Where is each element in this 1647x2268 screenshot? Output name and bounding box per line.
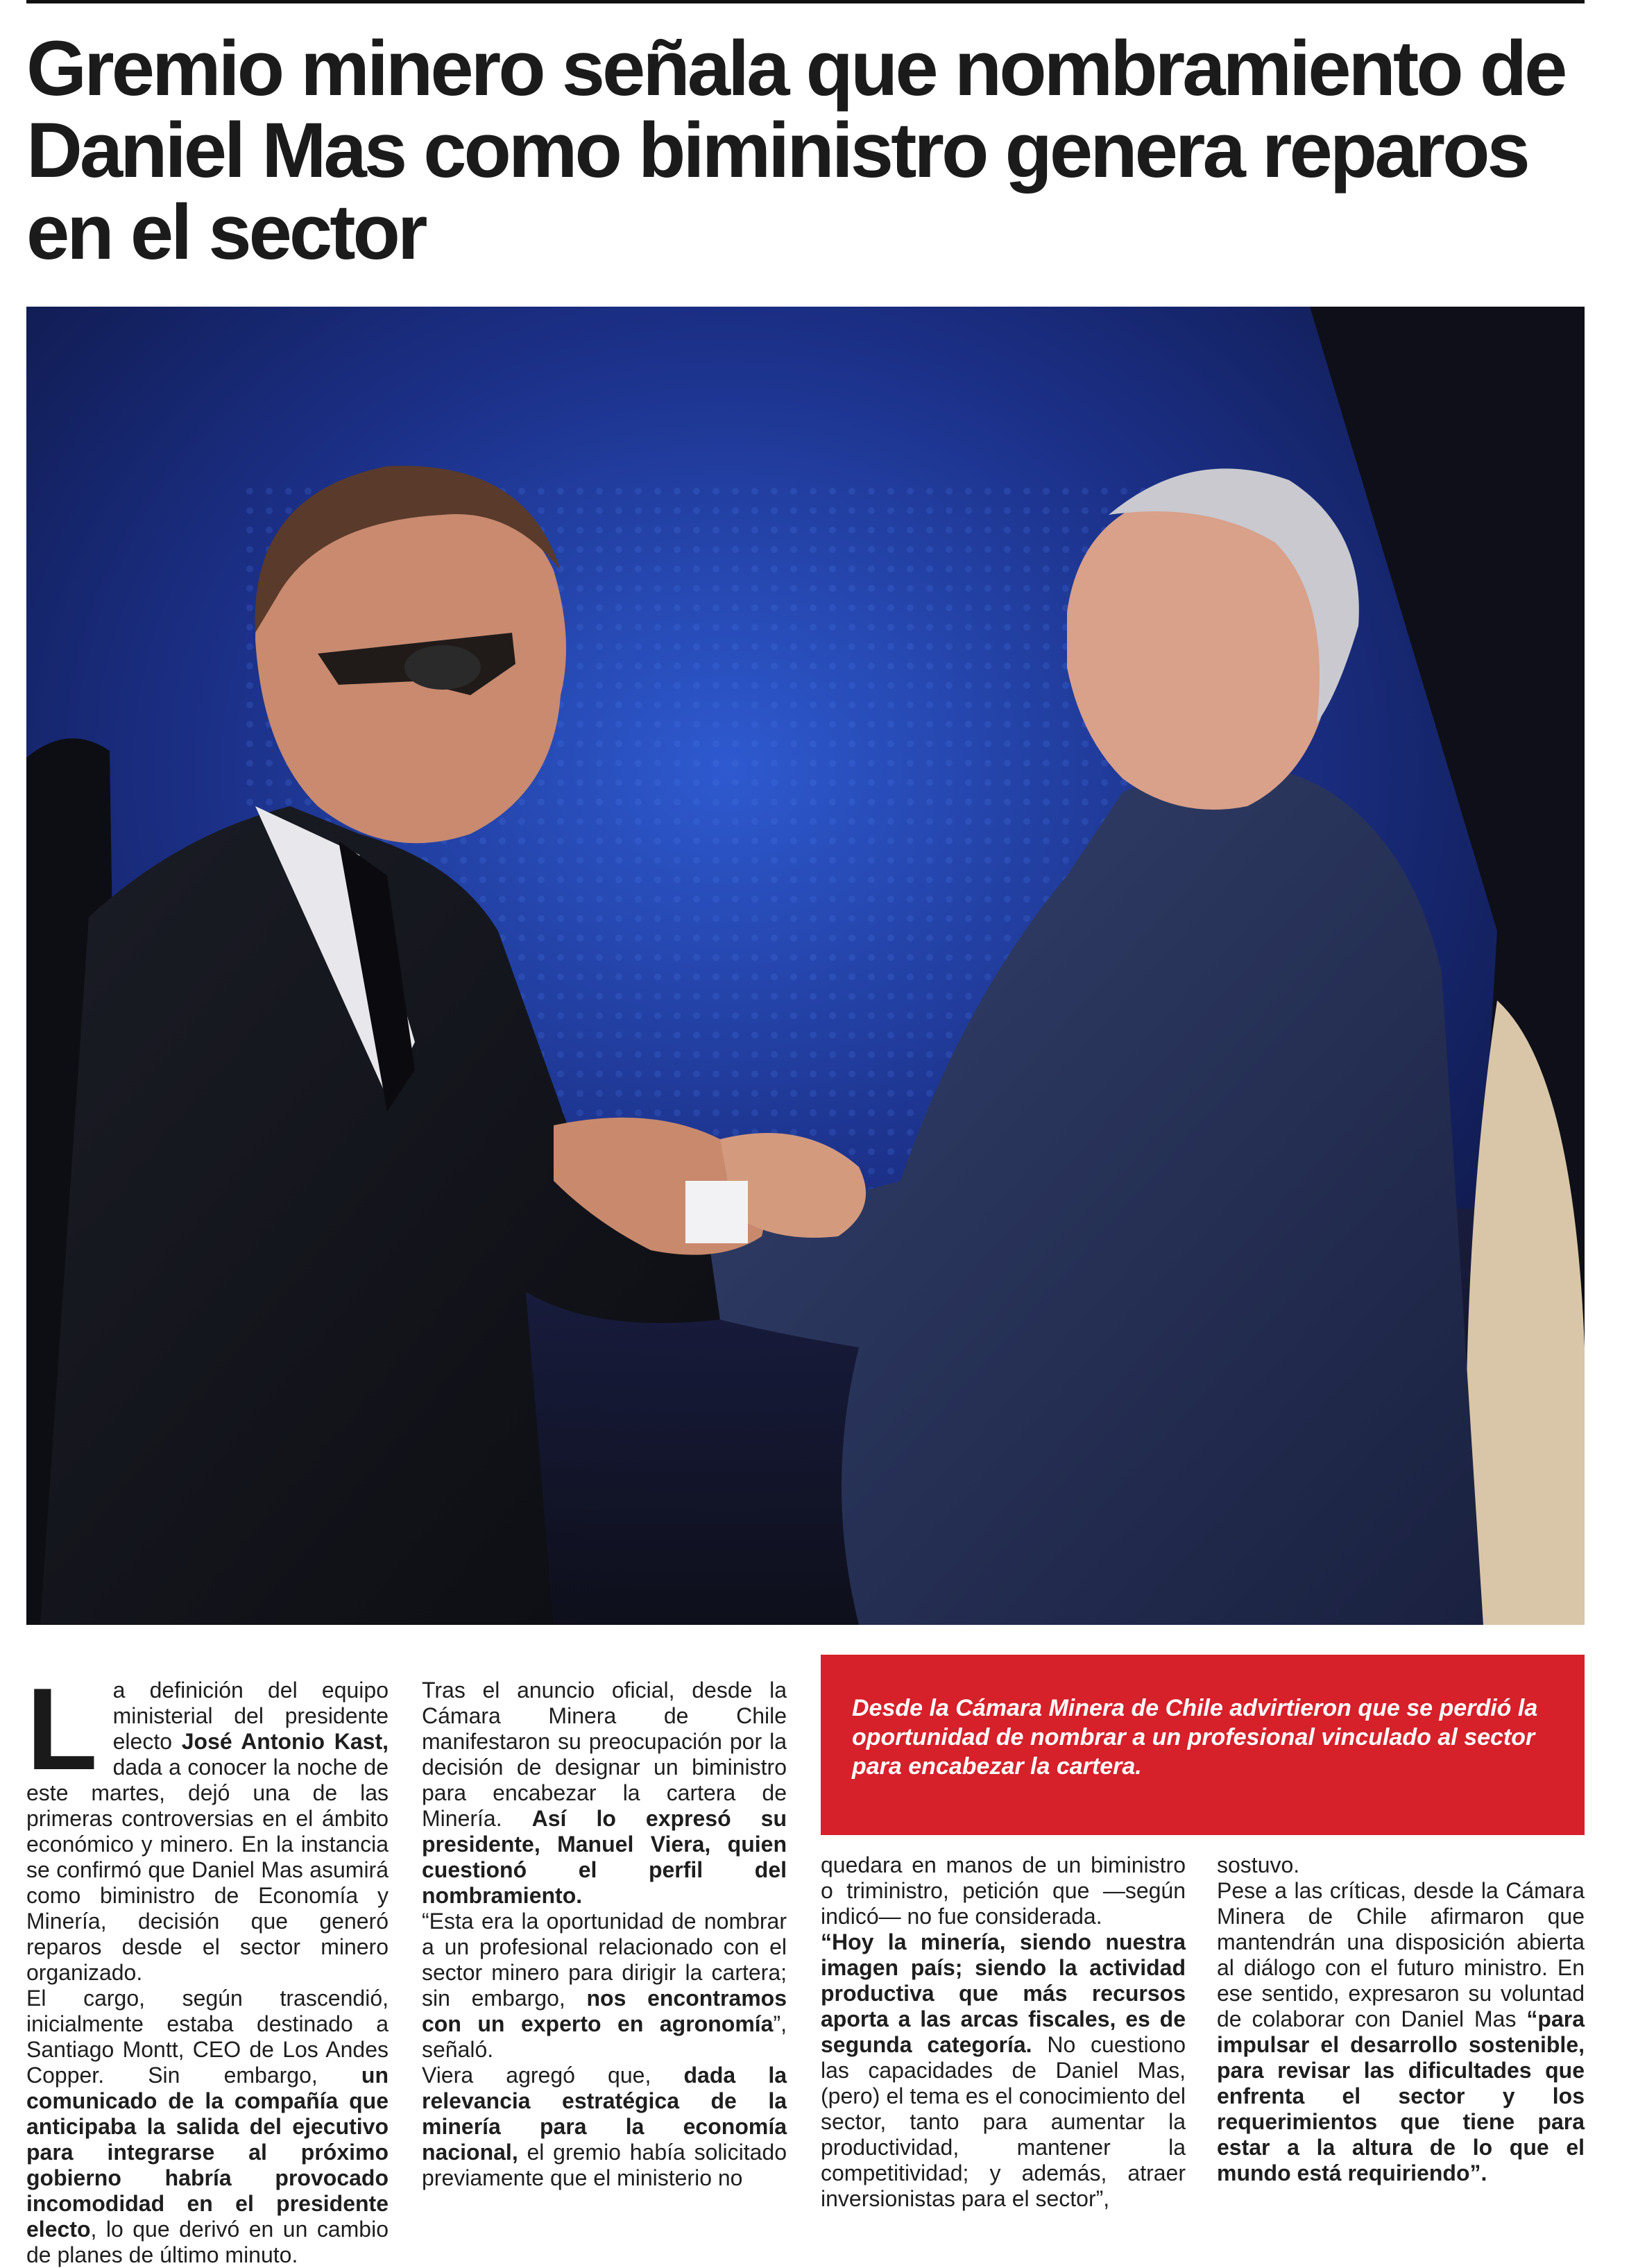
bold-run: “para impulsar el desarrollo sostenible, para revisar las dificultades que enfrenta el sector y los requerimientos que tiene para estar a la altura de lo que el mundo está requiriendo”.: [1217, 2006, 1585, 2185]
handshake-photo: [26, 307, 1585, 1625]
bold-run: nos encontramos con un experto en agronomía: [422, 1986, 787, 2036]
text-run: Pese a las críticas, desde la Cámara Minera de Chile afirmaron que mantendrán una disposición abierta al diálogo con el futuro ministro. En ese sentido, expresaron su voluntad de colaborar con Daniel Mas: [1217, 1878, 1585, 2031]
article-column-2: [422, 1678, 787, 2191]
bold-run: dada la relevancia estratégica de la minería para la economía nacional,: [422, 2063, 787, 2165]
bold-run: Así lo expresó su presidente, Manuel Viera, quien cuestionó el perfil del nombramiento.: [422, 1806, 787, 1908]
text-run: Viera agregó que,: [422, 2063, 684, 2088]
paragraph-5: [422, 2063, 787, 2191]
text-run: “Esta era la oportunidad de nombrar a un profesional relacionado con el sector minero para dirigir la cartera; sin embargo,: [422, 1909, 787, 2011]
paragraph-2: [26, 1986, 389, 2268]
text-run: el gremio había solicitado previamente que el ministerio no: [422, 2140, 787, 2190]
paragraph-7: [821, 1929, 1186, 2212]
article-column-3: [821, 1852, 1186, 2212]
article-column-1: [26, 1664, 389, 2268]
headline: Gremio minero señala que nombramiento de Daniel Mas como biministro genera reparos en el sector: [26, 25, 1565, 275]
text-run: dada a conocer la noche de este martes, dejó una de las primeras controversias en el ámbito económico y minero. En la instancia se confirmó que Daniel Mas asumirá como biministro de Economía y Minería, decisión que generó reparos desde el sector minero organizado.: [26, 1755, 389, 1985]
paragraph-8: [1217, 1852, 1585, 1878]
text-run: Tras el anuncio oficial, desde la Cámara Minera de Chile manifestaron su preocupación por la decisión de designar un biministro para encabezar la cartera de Minería.: [422, 1678, 787, 1831]
text-run: ”, señaló.: [422, 2011, 787, 2062]
paragraph-4: [422, 1909, 787, 2063]
pullquote-box: [821, 1655, 1585, 1835]
text-run: , lo que derivó en un cambio de planes de último minuto.: [26, 2217, 389, 2267]
top-rule: [26, 0, 1585, 3]
bold-run: un comunicado de la compañía que anticipaba la salida del ejecutivo para integrarse al próximo gobierno habría provocado incomodidad en el presidente electo: [26, 2063, 389, 2242]
text-run: quedara en manos de un biministro o triministro, petición que —según indicó— no fue considerada.: [821, 1852, 1186, 1929]
text-run: El cargo, según trascendió, inicialmente estaba destinado a Santiago Montt, CEO de Los Andes Copper. Sin embargo,: [26, 1986, 389, 2088]
paragraph-9: [1217, 1878, 1585, 2186]
bold-run: José Antonio Kast,: [181, 1729, 389, 1754]
dropcap: L: [26, 1664, 98, 1794]
text-run: sostuvo.: [1217, 1852, 1300, 1877]
bold-run: “Hoy la minería, siendo nuestra imagen país; siendo la actividad productiva que más recursos aporta a las arcas fiscales, es de segunda categoría.: [821, 1929, 1186, 2057]
paragraph-6: [821, 1852, 1186, 1929]
text-run: No cuestiono las capacidades de Daniel Mas, (pero) el tema es el conocimiento del sector, tanto para aumentar la productividad, mantener la competitividad; y además, atraer inversionistas para el sector”,: [821, 2032, 1186, 2211]
paragraph-3: [422, 1678, 787, 1909]
article-column-4: [1217, 1852, 1585, 2186]
text-run: a definición del equipo ministerial del presidente electo: [112, 1678, 389, 1754]
pullquote-text: Desde la Cámara Minera de Chile advirtieron que se perdió la oportunidad de nombrar a un profesional vinculado al sector para encabezar la cartera.: [852, 1695, 1538, 1780]
